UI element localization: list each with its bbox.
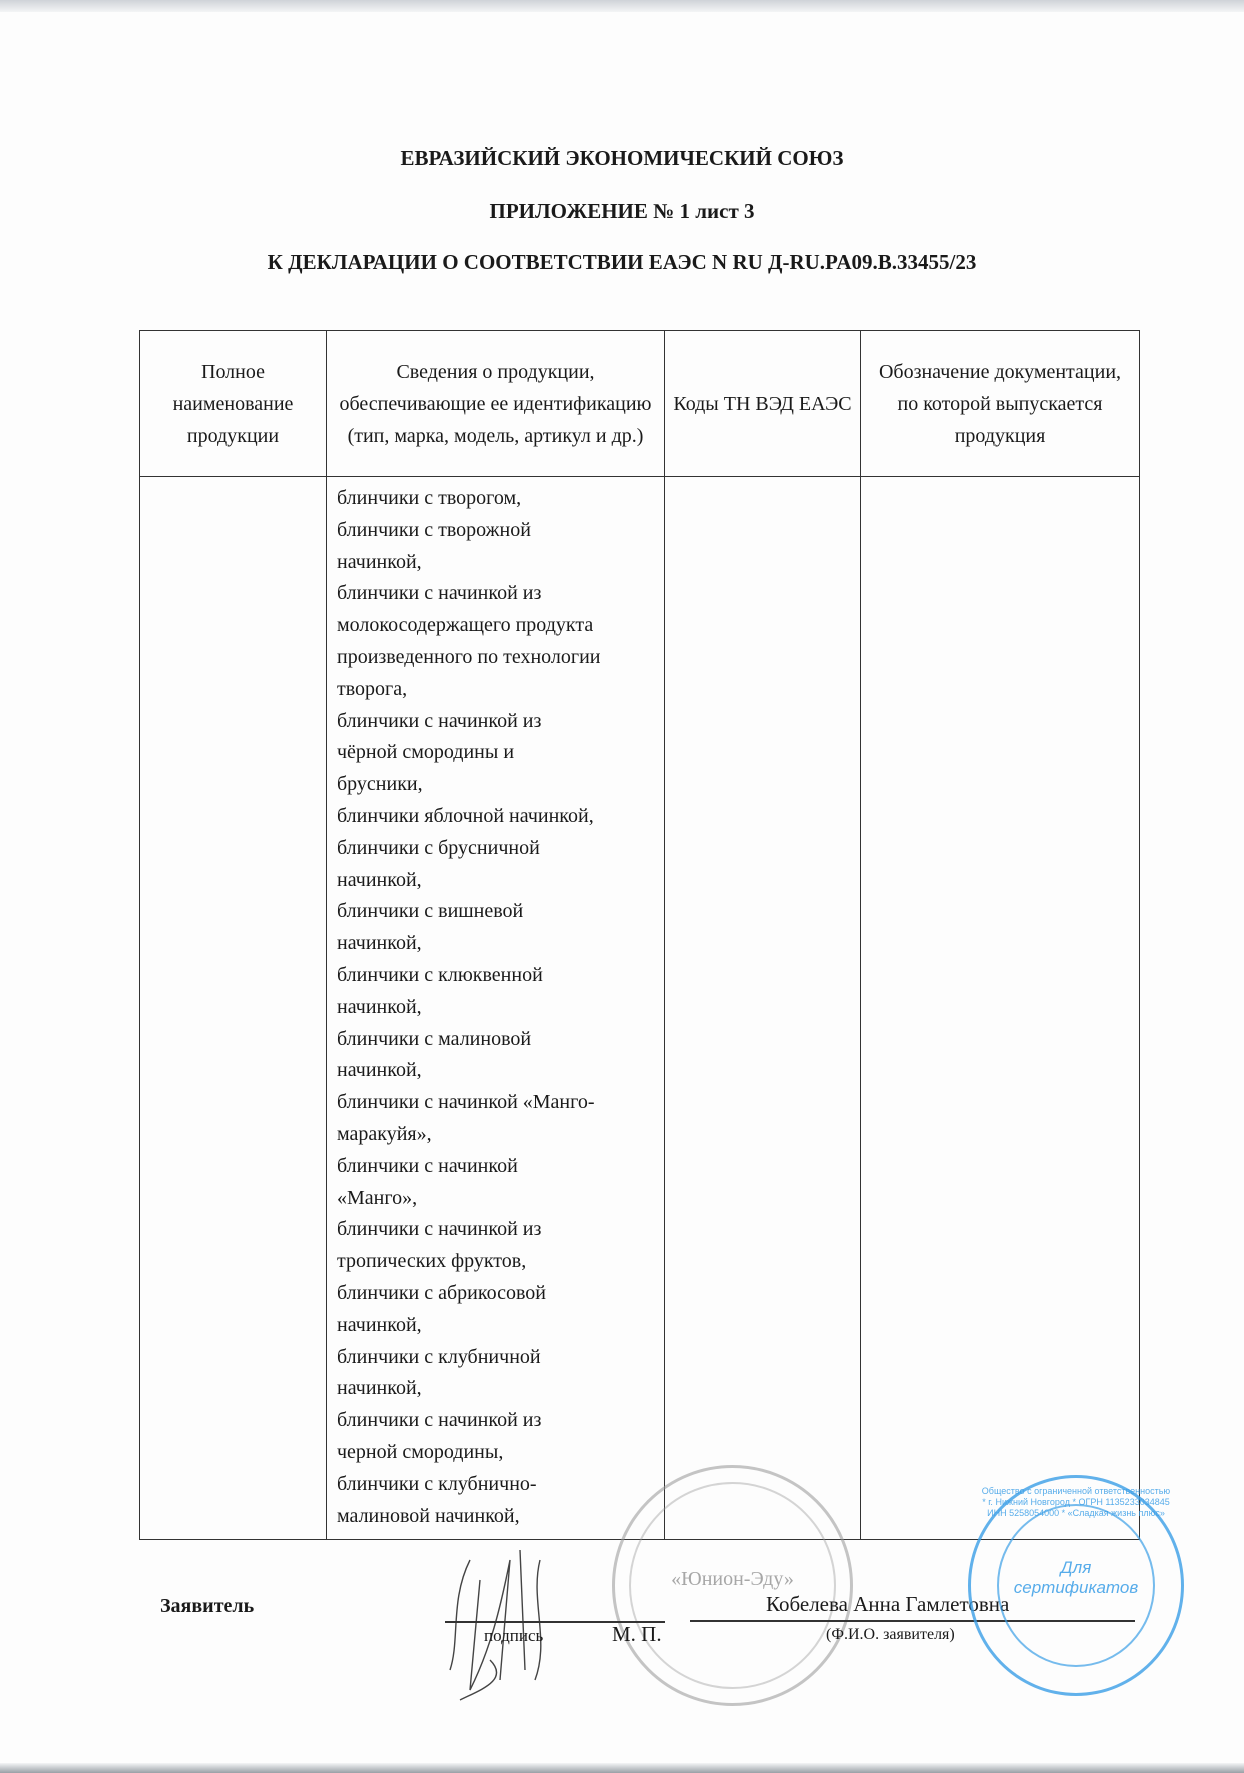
product-line: блинчики с начинкой из xyxy=(337,1409,542,1432)
product-line: блинчики с брусничной xyxy=(337,836,540,859)
gray-seal-text: «Юнион-Эду» xyxy=(671,1568,794,1590)
product-line: начинкой, xyxy=(337,868,422,891)
product-line: блинчики с творожной xyxy=(337,518,531,541)
product-line: произведенного по технологии xyxy=(337,645,601,668)
col-header-name: Полное наименование продукции xyxy=(140,331,327,477)
product-line: черной смородины, xyxy=(337,1440,504,1463)
product-line: начинкой, xyxy=(337,1059,422,1082)
scan-edge-bottom xyxy=(0,1763,1244,1773)
col-header-identification: Сведения о продукции, обеспечивающие ее идентификацию (тип, марка, модель, артикул и др.) xyxy=(327,331,665,477)
union-title: ЕВРАЗИЙСКИЙ ЭКОНОМИЧЕСКИЙ СОЮЗ xyxy=(400,146,844,170)
product-line: блинчики яблочной начинкой, xyxy=(337,804,594,827)
seal-caption: М. П. xyxy=(612,1622,662,1646)
blue-company-stamp xyxy=(968,1475,1184,1696)
cell-codes xyxy=(665,477,861,1540)
product-line: начинкой, xyxy=(337,1313,422,1336)
blue-stamp-center-text: Для сертификатов xyxy=(1013,1558,1139,1597)
product-line: начинкой, xyxy=(337,995,422,1018)
scan-edge-top xyxy=(0,0,1244,12)
applicant-label: Заявитель xyxy=(160,1595,255,1617)
product-line: тропических фруктов, xyxy=(337,1250,527,1273)
product-line: брусники, xyxy=(337,773,423,796)
appendix-title: ПРИЛОЖЕНИЕ № 1 лист 3 xyxy=(489,199,755,223)
applicant-name: Кобелева Анна Гамлетовна xyxy=(766,1592,1010,1616)
name-caption: (Ф.И.О. заявителя) xyxy=(826,1626,955,1643)
declaration-number-title: К ДЕКЛАРАЦИИ О СООТВЕТСТВИИ ЕАЭС N RU Д-RU.PA09.B.33455/23 xyxy=(267,250,977,274)
product-line: блинчики с начинкой «Манго- xyxy=(337,1091,595,1114)
cell-name xyxy=(140,477,327,1540)
signature-caption: подпись xyxy=(484,1626,544,1645)
table-row xyxy=(140,477,1140,1540)
product-line: блинчики с клюквенной xyxy=(337,963,543,986)
product-line: блинчики с начинкой из xyxy=(337,709,542,732)
product-line: маракуйя», xyxy=(337,1122,432,1145)
product-line: чёрной смородины и xyxy=(337,741,515,764)
product-line: начинкой, xyxy=(337,550,422,573)
product-line: блинчики с начинкой из xyxy=(337,1218,542,1241)
product-line: блинчики с начинкой xyxy=(337,1154,518,1177)
product-line: блинчики с малиновой xyxy=(337,1027,532,1050)
product-line: начинкой, xyxy=(337,932,422,955)
product-line: малиновой начинкой, xyxy=(337,1504,520,1527)
product-line: блинчики с клубнично- xyxy=(337,1472,537,1495)
cell-documentation xyxy=(861,477,1140,1540)
product-line: молокосодержащего продукта xyxy=(337,614,594,637)
handwritten-signature xyxy=(440,1540,580,1710)
product-line: блинчики с вишневой xyxy=(337,900,524,923)
product-line: блинчики с начинкой из xyxy=(337,582,542,605)
col-header-codes: Коды ТН ВЭД ЕАЭС xyxy=(665,331,861,477)
cell-identification xyxy=(327,477,665,1540)
col-header-documentation: Обозначение документации, по которой выпускается продукция xyxy=(861,331,1140,477)
products-table xyxy=(139,330,1140,1540)
gray-seal xyxy=(612,1465,853,1706)
product-line: «Манго», xyxy=(337,1186,418,1209)
product-line: блинчики с абрикосовой xyxy=(337,1281,546,1304)
table-header-row xyxy=(140,331,1140,477)
blue-stamp-ring-text: Общество с ограниченной ответственностью * г. Нижний Новгород * ОГРН 1135233034845 ИНН 5258054000 * «Сладкая жизнь плюс» xyxy=(981,1486,1171,1518)
product-line: творога, xyxy=(337,677,408,700)
product-line: блинчики с творогом, xyxy=(337,487,522,509)
product-line: начинкой, xyxy=(337,1377,422,1400)
product-line: блинчики с клубничной xyxy=(337,1345,541,1368)
